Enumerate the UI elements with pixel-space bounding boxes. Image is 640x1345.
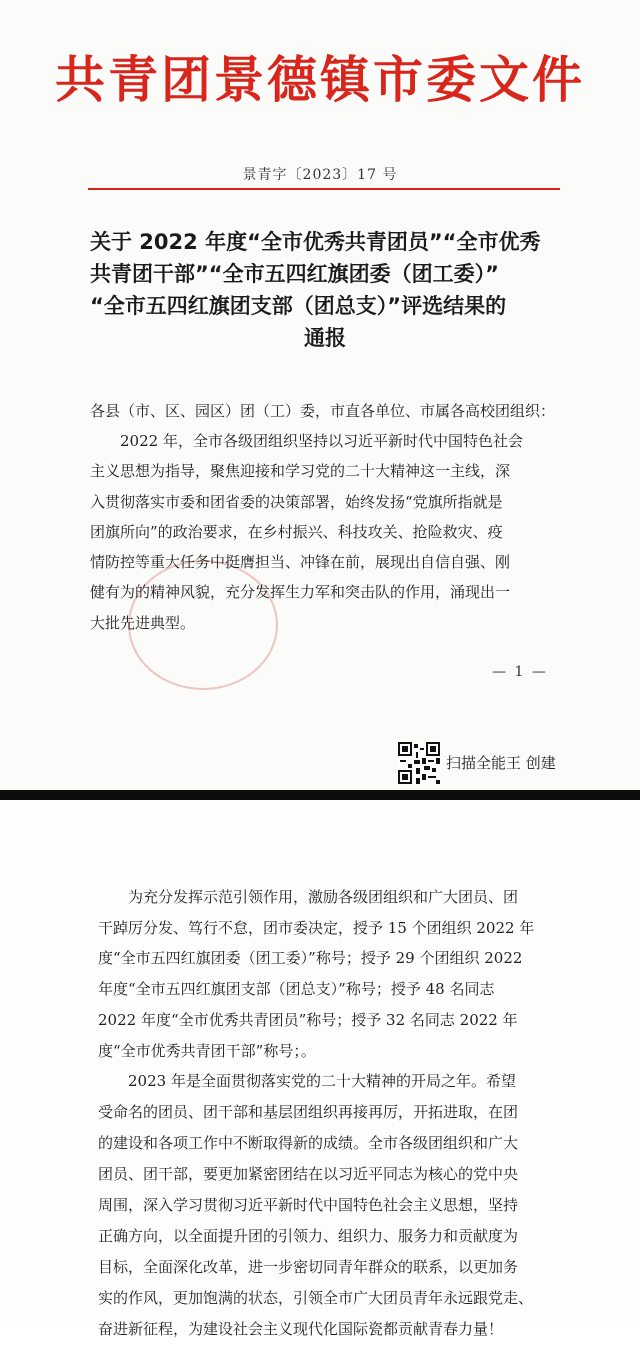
paragraph-line: 年度“全市五四红旗团支部（团总支）”称号；授予 48 名同志 [98,980,495,999]
notice-title-line: “全市五四红旗团支部（团总支）”评选结果的 [90,294,507,318]
paragraph-line: 奋进新征程，为建设社会主义现代化国际瓷都贡献青春力量！ [98,1320,504,1338]
paragraph-line: 度“全市五四红旗团委（团工委）”称号；授予 29 个团组织 2022 [98,949,523,968]
paragraph-2 [98,882,568,1066]
notice-title-line: 通报 [304,326,346,350]
paragraph-line: 的建设和各项工作中不断取得新的成绩。全市各级团组织和广大 [98,1134,519,1152]
page-separator [0,790,640,800]
qr-code-icon [398,742,440,784]
red-divider [88,188,560,190]
notice-title [90,226,560,354]
paragraph-line: 目标，全面深化改革，进一步密切同青年群众的联系，以更加务 [98,1258,519,1276]
paragraph-3 [98,1066,568,1345]
paragraph-line: 2023 年是全面贯彻落实党的二十大精神的开局之年。希望 [98,1072,516,1090]
paragraph-1 [90,426,560,638]
paragraph-line: 2022 年度“全市优秀共青团员”称号；授予 32 名同志 2022 年 [98,1010,518,1029]
paragraph-line: 2022 年，全市各级团组织坚持以习近平新时代中国特色社会 [90,432,523,450]
notice-title-line: 关于 2022 年度“全市优秀共青团员”“全市优秀 [90,230,541,254]
document-number: 景青字〔2023〕17 号 [242,167,398,183]
addressee: 各县（市、区、园区）团（工）委，市直各单位、市属各高校团组织： [90,402,556,420]
paragraph-line: 实的作风，更加饱满的状态，引领全市广大团员青年永远跟党走、 [98,1289,534,1307]
paragraph-line: 团员、团干部，要更加紧密团结在以习近平同志为核心的党中央 [98,1165,519,1183]
paragraph-line: 受命名的团员、团干部和基层团组织再接再厉，开拓进取，在团 [98,1103,519,1121]
org-title: 共青团景德镇市委文件 [55,51,585,109]
scanner-watermark: 扫描全能王 创建 [446,754,556,772]
paragraph-line: 为充分发挥示范引领作用，激励各级团组织和广大团员、团 [98,888,519,906]
paragraph-line: 周围，深入学习贯彻习近平新时代中国特色社会主义思想，坚持 [98,1196,519,1214]
paragraph-line: 度“全市优秀共青团干部”称号；。 [98,1041,316,1060]
paragraph-line: 健有为的精神风貌，充分发挥生力军和突击队的作用，涌现出一 [90,583,511,602]
paragraph-line: 入贯彻落实市委和团省委的决策部署，始终发扬“党旗所指就是 [90,492,503,511]
paragraph-line: 干踔厉分发、笃行不怠，团市委决定，授予 15 个团组织 2022 年 [98,918,535,937]
paragraph-line: 情防控等重大任务中挺膺担当、冲锋在前，展现出自信自强、刚 [90,553,511,572]
paragraph-line: 大批先进典型。 [90,613,196,632]
paragraph-line: 团旗所向”的政治要求，在乡村振兴、科技攻关、抢险救灾、疫 [90,522,503,541]
page-number: — 1 — [492,664,548,680]
paragraph-line: 主义思想为指导，聚焦迎接和学习党的二十大精神这一主线，深 [90,462,511,481]
paragraph-line: 正确方向，以全面提升团的引领力、组织力、服务力和贡献度为 [98,1227,519,1245]
notice-title-line: 共青团干部”“全市五四红旗团委（团工委）” [90,262,499,286]
